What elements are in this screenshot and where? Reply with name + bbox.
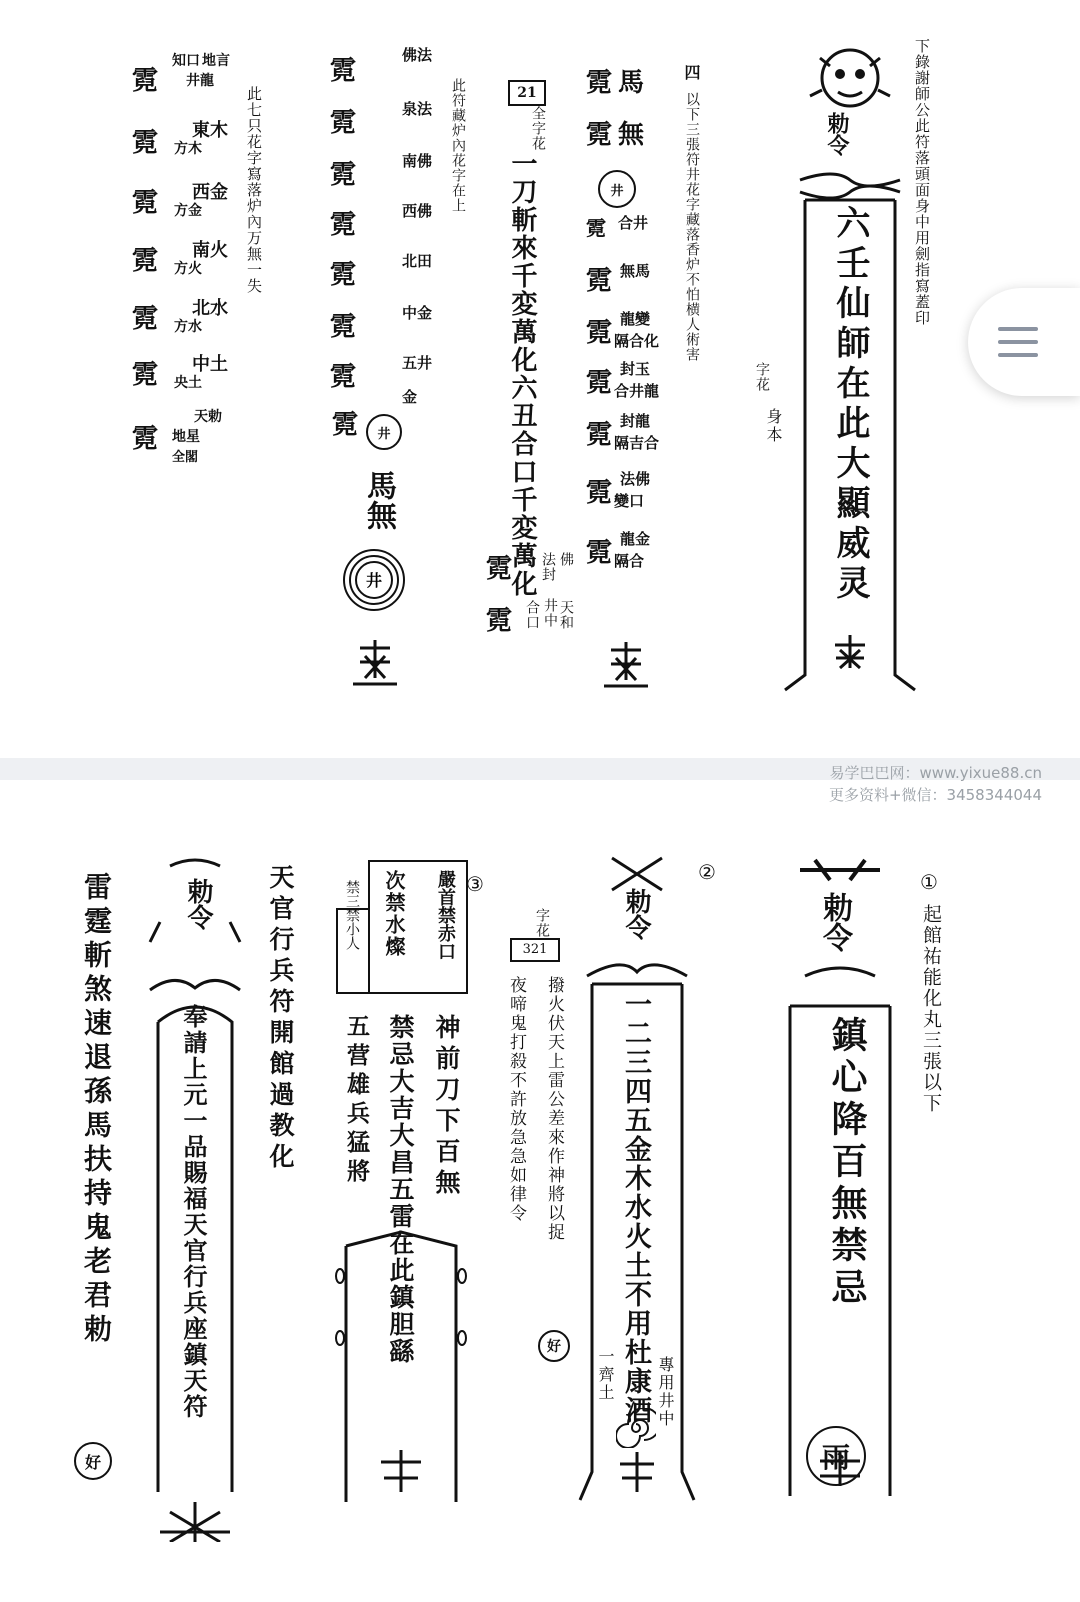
charm-label: 變口 <box>614 492 645 510</box>
column-two-note: 以下三張符井花字藏落香炉不怕横人術害 <box>684 92 700 362</box>
talisman-two-number: ② <box>698 860 716 884</box>
talisman-one-seal-icon: 雨 <box>806 1426 866 1486</box>
charm-label: 東木 <box>192 120 228 141</box>
spiral-seal-icon <box>616 1408 656 1448</box>
charm-label: 天勅 <box>194 409 222 425</box>
charm-glyph: 霓 <box>330 362 357 392</box>
charm-label: 金 <box>402 388 418 406</box>
charm-glyph: 霓 <box>132 360 159 390</box>
column-four-bottom-text: 馬無 <box>361 470 396 530</box>
concentric-seal-icon <box>342 548 406 612</box>
charm-glyph: 霓 <box>486 606 513 636</box>
talisman-three-side: 禁三禁小人 <box>344 880 360 950</box>
talisman-two-title: 一二三四五金木水火土不用杜康酒 <box>620 990 651 1425</box>
bottom-scan-panel <box>0 808 1080 1602</box>
talisman-one-title: 鎮心降百無禁忌 <box>826 1016 868 1310</box>
charm-glyph: 霓 <box>586 538 613 568</box>
charm-label: 南火 <box>192 240 228 261</box>
charm-glyph: 霓 <box>586 266 613 296</box>
column-five-charm-list <box>132 50 242 480</box>
column-five-note: 此七只花字寫落炉內万無一失 <box>245 86 263 294</box>
charm-label: 隔合 <box>614 552 645 570</box>
charm-glyph: 霓 <box>486 554 513 584</box>
charm-glyph: 霓 <box>586 420 613 450</box>
talisman-five-text: 雷霆斬煞速退孫馬扶持鬼老君勅 <box>80 872 113 1348</box>
charm-label: 五井 <box>402 354 433 372</box>
charm-label: 合井 <box>618 214 649 232</box>
talisman-command-glyph: 勅令 <box>824 112 850 156</box>
charm-label: 泉法 <box>402 100 433 118</box>
column-two-charm-list <box>578 62 678 582</box>
charm-glyph: 霓 <box>132 128 159 158</box>
charm-label: 北田 <box>402 252 433 270</box>
charm-label: 馬 <box>618 68 645 98</box>
charm-glyph: 霓 <box>330 160 357 190</box>
talisman-two-side-label: 專用井中 <box>656 1356 675 1428</box>
guardian-face-icon <box>810 50 890 106</box>
note-two-seal-icon: 好 <box>538 1330 570 1362</box>
charm-label: 方木 <box>174 141 202 157</box>
charm-label: 方金 <box>174 203 202 219</box>
charm-glyph: 霓 <box>586 478 613 508</box>
hamburger-menu-icon <box>998 327 1038 357</box>
charm-label: 合井龍 <box>614 382 660 400</box>
column-four-charm-list <box>330 44 440 424</box>
spiral-seal-icon: 井 <box>366 414 402 450</box>
charm-label: 中土 <box>192 354 228 375</box>
talisman-three-col-three: 五营雄兵猛將 <box>343 1014 370 1188</box>
liuren-talisman-title: 六壬仙師在此大顯威灵 <box>830 205 870 605</box>
charm-label: 全閣 <box>172 450 199 465</box>
charm-glyph: 霓 <box>132 424 159 454</box>
charm-label: 央土 <box>174 375 202 391</box>
talisman-one-note: 起館祐能化丸三張以下 <box>920 904 942 1114</box>
charm-label: 知口 <box>172 53 200 69</box>
column-four-note: 此符藏炉內花字在上 <box>450 78 466 213</box>
charm-label: 佛法 <box>402 46 433 64</box>
note-two-number-box: 321 <box>510 938 560 962</box>
charm-glyph: 霓 <box>586 68 613 98</box>
side-name: 身本 <box>764 408 783 444</box>
charm-label: 隔吉合 <box>614 434 660 452</box>
charm-label: 地言 <box>202 53 230 69</box>
talisman-three-number: ③ <box>466 872 484 896</box>
watermark-site-url: 易学巴巴网：www.yixue88.cn <box>829 764 1042 782</box>
column-three-tail-5: 合口 <box>524 600 540 630</box>
charm-label: 龍變 <box>620 310 651 328</box>
column-three-label: 全字花 <box>530 106 546 151</box>
column-three-number-box: 21 <box>508 80 546 106</box>
charm-glyph: 霓 <box>586 120 613 150</box>
charm-label: 封玉 <box>620 360 651 378</box>
talisman-one-number: ① <box>920 870 938 894</box>
column-three-tail-2: 法封 <box>540 552 556 582</box>
talisman-three-box-right: 嚴首禁赤口 <box>435 870 456 960</box>
charm-glyph: 霓 <box>132 66 159 96</box>
column-two-sigil <box>596 640 656 690</box>
charm-glyph: 霓 <box>586 318 613 348</box>
note-two-line-two: 夜啼鬼打殺不許放急急如律令 <box>506 976 526 1223</box>
charm-label: 方水 <box>174 319 202 335</box>
charm-label: 中金 <box>402 304 433 322</box>
charm-glyph: 霓 <box>330 210 357 240</box>
charm-glyph: 霓 <box>330 312 357 342</box>
watermark-contact: 更多资料+微信：3458344044 <box>828 786 1042 804</box>
charm-glyph: 霓 <box>132 246 159 276</box>
talisman-five-seal-icon: 好 <box>74 1442 112 1480</box>
charm-glyph: 霓 <box>132 188 159 218</box>
talisman-three-col-one: 神前刀下百無 <box>432 1014 461 1200</box>
charm-glyph: 霓 <box>586 216 606 240</box>
talisman-one-head: 勅令 <box>817 892 852 952</box>
talisman-four-title: 奉請上元一品賜福天官行兵座鎮天符 <box>179 1004 208 1420</box>
talisman-instruction-note: 下錄謝師公此符落頭面身中用劍指寫蓋印 <box>913 38 931 326</box>
column-three-incantation: 一刀斬來千変萬化六丑合口千変萬化 <box>507 150 537 598</box>
charm-label: 北水 <box>192 298 228 319</box>
talisman-three-col-two: 禁忌大吉大昌五雷在此鎮胆繇 <box>386 1014 415 1365</box>
charm-label: 西金 <box>192 182 228 203</box>
charm-glyph: 霓 <box>330 260 357 290</box>
charm-label: 封龍 <box>620 412 651 430</box>
charm-label: 龍金 <box>620 530 651 548</box>
talisman-three-frame <box>326 1212 476 1512</box>
talisman-four-note: 天官行兵符開館過教化 <box>266 864 295 1174</box>
charm-glyph: 霓 <box>332 410 359 440</box>
column-three-tail-1: 佛 <box>558 552 574 567</box>
section-number: 四 <box>682 64 701 82</box>
charm-glyph: 霓 <box>330 56 357 86</box>
floating-menu-button[interactable] <box>968 288 1080 396</box>
charm-label: 無 <box>618 120 645 150</box>
charm-glyph: 霓 <box>330 108 357 138</box>
charm-label: 法佛 <box>620 470 651 488</box>
talisman-two-side-label-2: 一齊土 <box>596 1348 615 1402</box>
column-three-tail-4: 井中 <box>542 598 558 628</box>
side-label: 字花 <box>754 362 770 392</box>
site-watermark <box>829 762 1042 806</box>
charm-label: 西佛 <box>402 202 433 220</box>
note-two-label: 字花 <box>534 908 550 938</box>
charm-label: 井龍 <box>186 73 214 89</box>
charm-label: 無馬 <box>620 262 651 280</box>
charm-label: 地星 <box>172 429 200 445</box>
column-three-tail-3: 天和 <box>558 600 574 630</box>
talisman-three-box-left: 次禁水燦 <box>382 870 406 958</box>
top-scan-panel <box>0 0 1080 758</box>
talisman-two-head: 勅令 <box>621 888 651 940</box>
talisman-four-head: 勅令 <box>183 878 213 930</box>
spiral-seal-icon: 井 <box>598 170 636 208</box>
charm-glyph: 霓 <box>132 304 159 334</box>
charm-label: 隔合化 <box>614 332 660 350</box>
column-four-sigil <box>345 638 405 688</box>
charm-glyph: 霓 <box>586 368 613 398</box>
charm-label: 方火 <box>174 261 202 277</box>
note-two-line-one: 撥火伏天上雷公差來作神將以捉 <box>544 976 564 1242</box>
svg-text:井: 井 <box>365 571 383 590</box>
charm-label: 南佛 <box>402 152 433 170</box>
